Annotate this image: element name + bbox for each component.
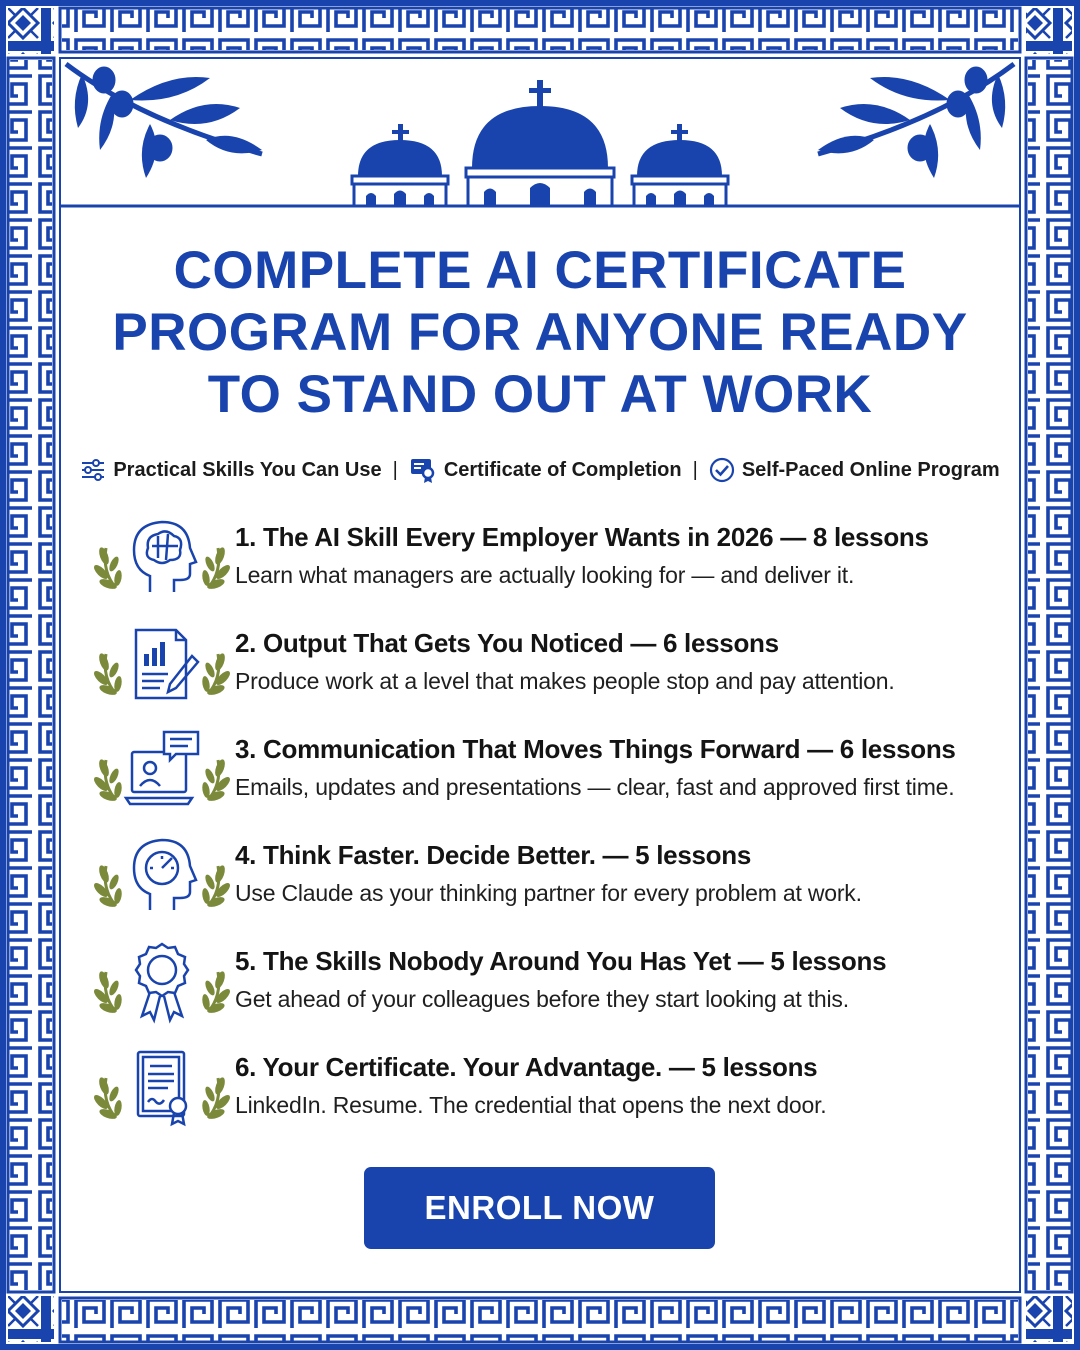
- laurel-right-icon: [201, 652, 232, 697]
- title-line: TO STAND OUT AT WORK: [207, 365, 873, 424]
- brain-head-icon: [134, 522, 196, 592]
- module-title: 1. The AI Skill Every Employer Wants in 2026 — 8 lessons: [235, 522, 929, 552]
- module-title: 4. Think Faster. Decide Better. — 5 lessons: [235, 840, 751, 870]
- certificate-document-icon: [138, 1052, 186, 1124]
- laurel-left-icon: [92, 652, 123, 697]
- module-title: 6. Your Certificate. Your Advantage. — 5 lessons: [235, 1052, 818, 1082]
- module-description: Get ahead of your colleagues before they start looking at this.: [235, 986, 849, 1012]
- module-item: [92, 512, 1022, 618]
- feature-self-paced: [709, 457, 1000, 483]
- feature-separator: |: [692, 458, 698, 481]
- module-icon-wrap: [92, 512, 232, 602]
- module-title: 5. The Skills Nobody Around You Has Yet — 5 lessons: [235, 946, 887, 976]
- module-icon-wrap: [92, 1042, 232, 1132]
- module-description: Use Claude as your thinking partner for every problem at work.: [235, 880, 862, 906]
- laurel-right-icon: [201, 970, 232, 1015]
- module-item: [92, 724, 1022, 830]
- laurel-right-icon: [201, 1076, 232, 1121]
- module-item: [92, 1042, 1022, 1148]
- laurel-left-icon: [92, 864, 123, 909]
- page-title: [90, 240, 990, 426]
- module-description: Produce work at a level that makes people stop and pay attention.: [235, 668, 895, 694]
- module-title: 2. Output That Gets You Noticed — 6 lessons: [235, 628, 779, 658]
- features-row: [100, 452, 1000, 488]
- laurel-left-icon: [92, 758, 123, 803]
- module-icon-wrap: [92, 936, 232, 1026]
- module-icon-wrap: [92, 724, 232, 814]
- feature-label: Practical Skills You Can Use: [113, 458, 382, 481]
- module-icon-wrap: [92, 618, 232, 708]
- certificate-badge-icon: [409, 456, 437, 484]
- module-description: LinkedIn. Resume. The credential that opens the next door.: [235, 1092, 827, 1118]
- module-title: 3. Communication That Moves Things Forward — 6 lessons: [235, 734, 956, 764]
- module-icon-wrap: [92, 830, 232, 920]
- module-item: [92, 936, 1022, 1042]
- feature-label: Self-Paced Online Program: [741, 458, 1000, 481]
- module-description: Emails, updates and presentations — clear, fast and approved first time.: [235, 774, 955, 800]
- feature-label: Certificate of Completion: [443, 458, 682, 481]
- gauge-head-icon: [134, 840, 196, 910]
- feature-certificate: [409, 456, 682, 484]
- title-line: PROGRAM FOR ANYONE READY: [112, 303, 968, 362]
- laurel-left-icon: [92, 546, 123, 591]
- laurel-left-icon: [92, 970, 123, 1015]
- laurel-right-icon: [201, 546, 232, 591]
- report-chart-pencil-icon: [136, 630, 198, 698]
- award-ribbon-icon: [136, 944, 188, 1020]
- laptop-chat-icon: [126, 732, 198, 804]
- title-line: COMPLETE AI CERTIFICATE: [173, 241, 907, 300]
- module-list: [92, 512, 1022, 1148]
- enroll-now-button[interactable]: ENROLL NOW: [364, 1167, 715, 1249]
- check-circle-icon: [709, 457, 735, 483]
- module-item: [92, 618, 1022, 724]
- module-item: [92, 830, 1022, 936]
- laurel-right-icon: [201, 864, 232, 909]
- laurel-left-icon: [92, 1076, 123, 1121]
- module-description: Learn what managers are actually looking for — and deliver it.: [235, 562, 855, 588]
- feature-practical-skills: [80, 457, 381, 483]
- sliders-icon: [80, 457, 106, 483]
- feature-separator: |: [392, 458, 398, 481]
- laurel-right-icon: [201, 758, 232, 803]
